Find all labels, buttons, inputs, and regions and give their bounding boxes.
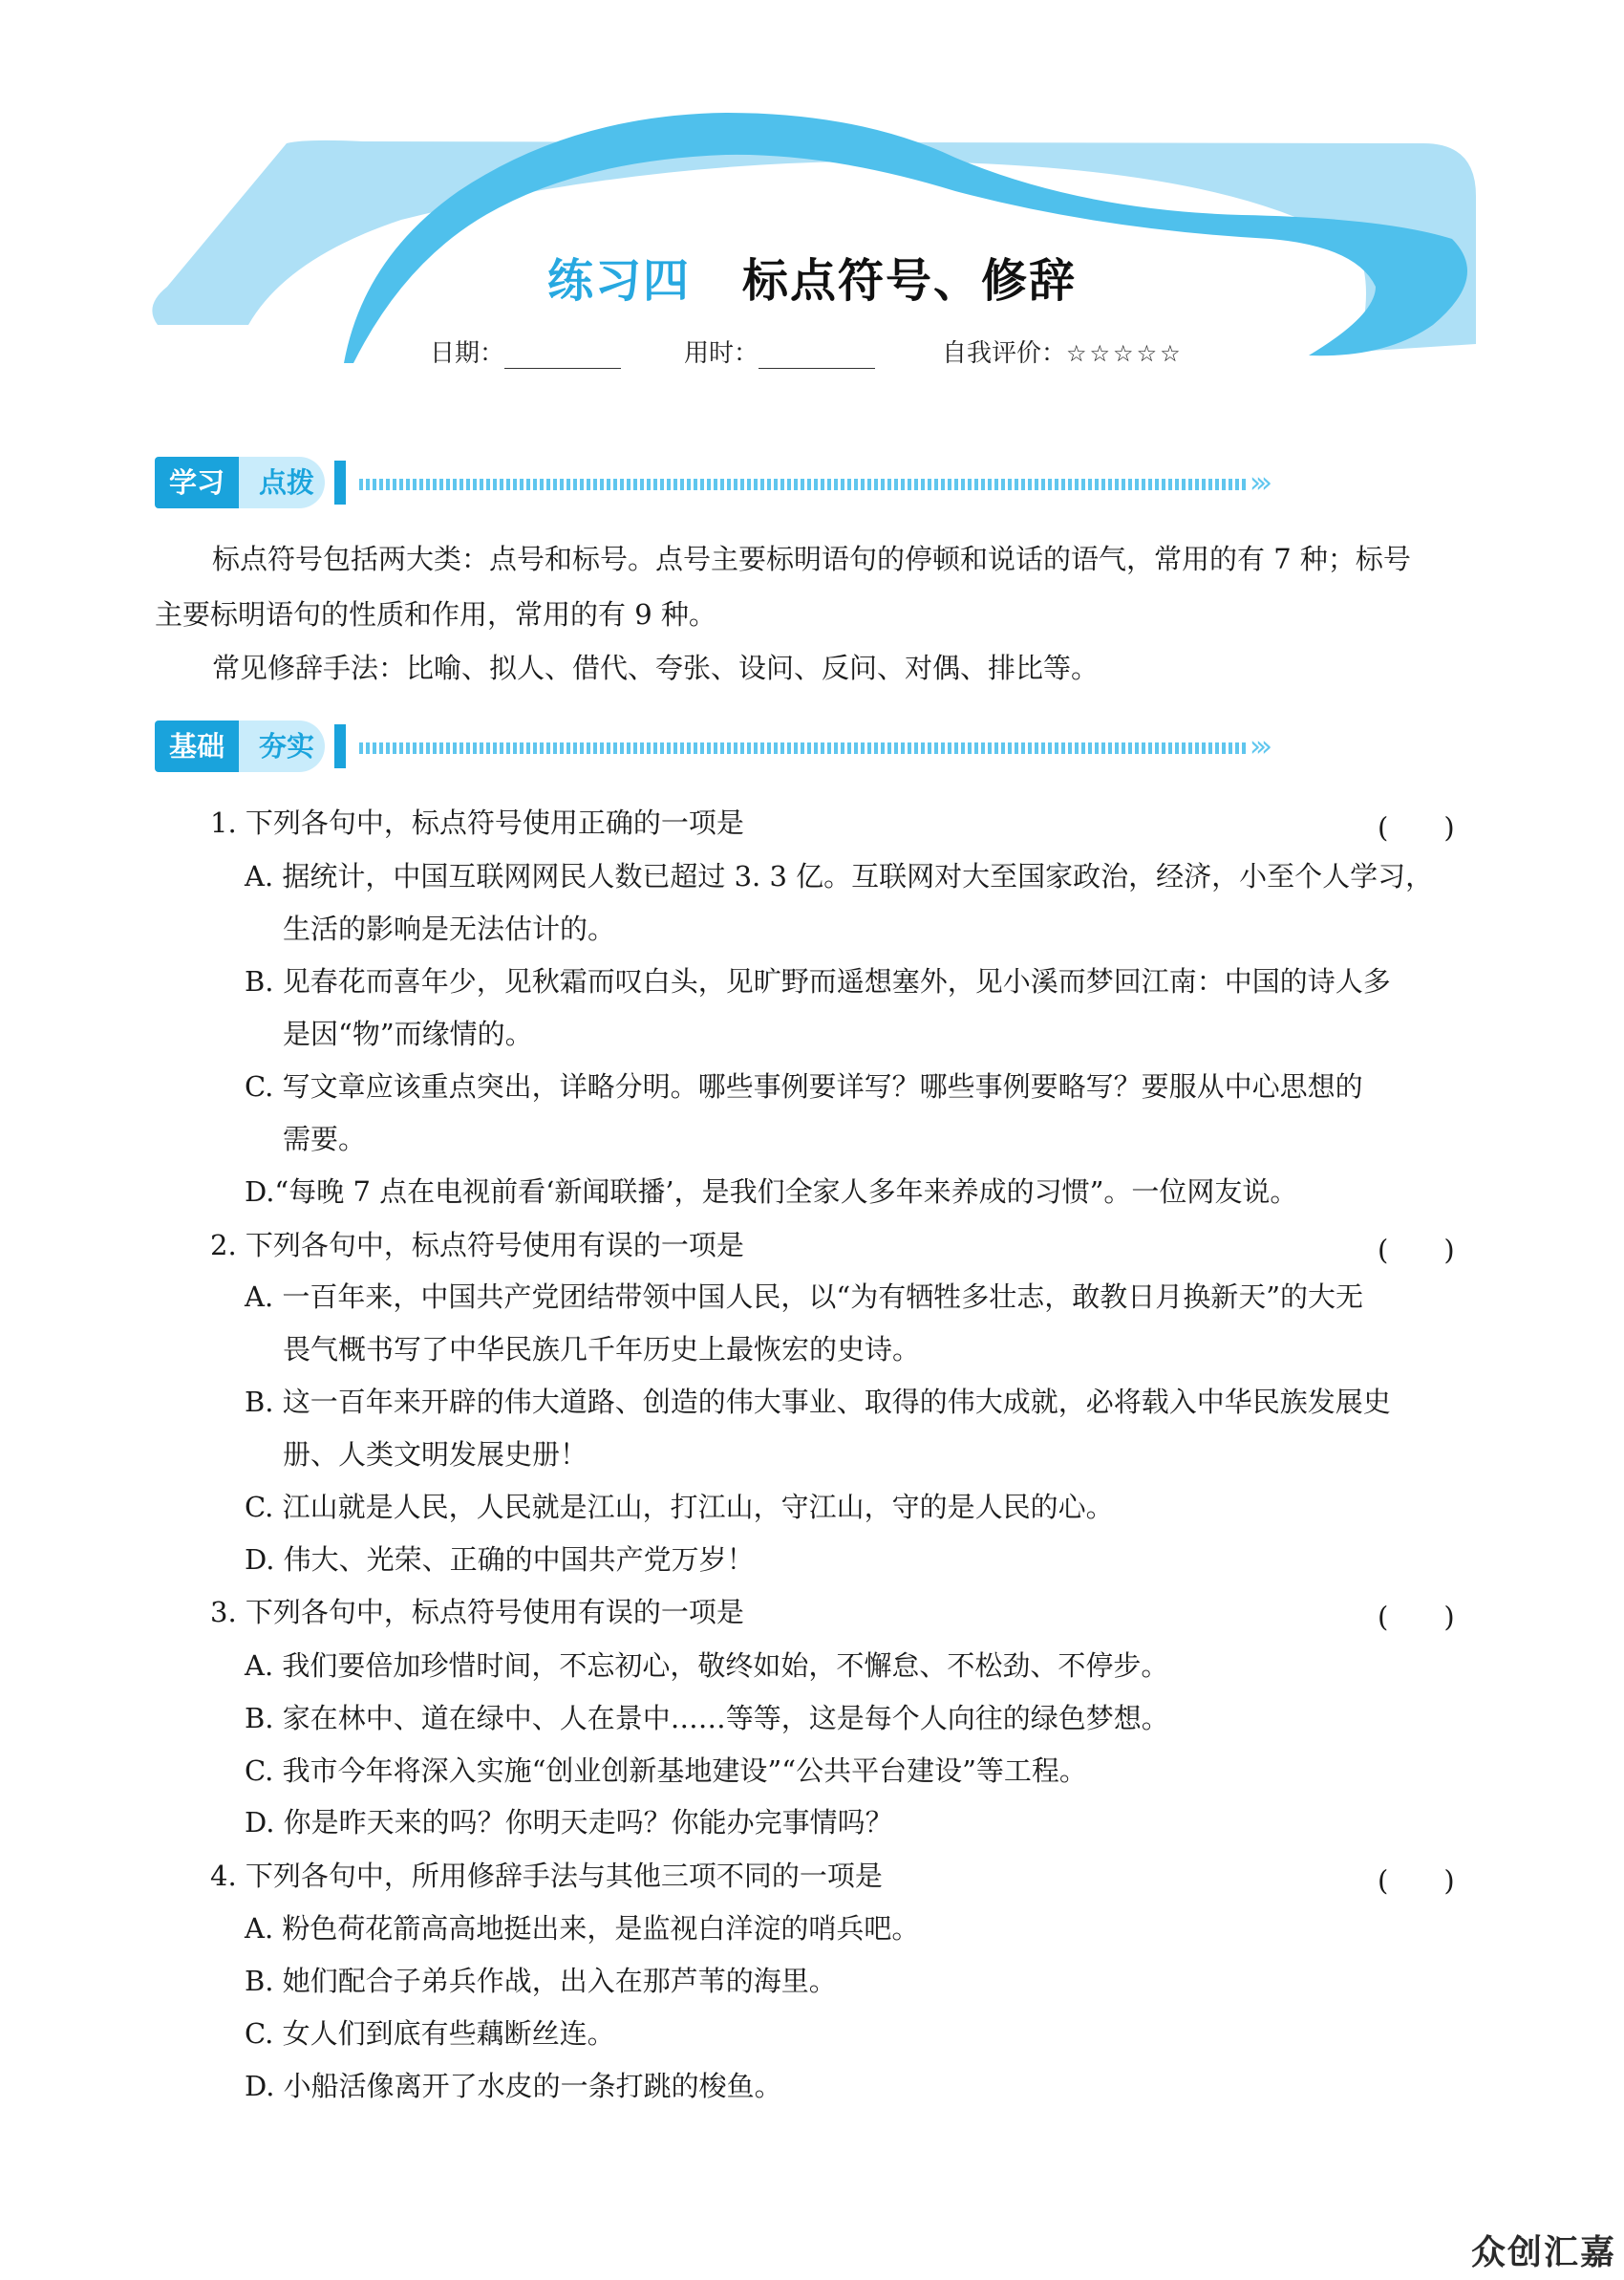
answer-blank[interactable]: ( ) [1378,1864,1455,1897]
answer-blank[interactable]: ( ) [1378,1601,1455,1633]
section-tag-secondary: 点拨 [231,457,325,508]
option-line: A. 一百年来，中国共产党团结带领中国人民，以“为有牺牲多壮志，敢教日月换新天”的大无 [245,1280,1364,1313]
rating-stars[interactable]: ☆☆☆☆☆ [1066,340,1184,367]
section-tag-secondary: 夯实 [231,721,325,772]
rating-label: 自我评价： [942,339,1067,368]
watermark: 众创汇嘉 [1470,2233,1616,2272]
section-tag-bar [334,461,346,505]
date-label: 日期： [430,339,505,368]
question-stem: 1. 下列各句中，标点符号使用正确的一项是 [210,807,744,839]
time-blank[interactable] [759,343,875,369]
section-tag-primary: 基础 [155,721,239,772]
page-title [0,244,1624,310]
date-blank[interactable] [504,343,621,369]
option-line: D. 小船活像离开了水皮的一条打跳的梭鱼。 [245,2070,782,2102]
option-line: D. 伟大、光荣、正确的中国共产党万岁！ [245,1543,755,1576]
option-line: A. 我们要倍加珍惜时间，不忘初心，敬终如始，不懈怠、不松劲、不停步。 [245,1649,1169,1682]
dotted-divider [359,742,1248,754]
header-banner [0,0,1624,382]
date-field[interactable] [430,333,621,369]
option-line: 是因“物”而缘情的。 [283,1018,533,1050]
section-header-basics [155,721,1292,774]
option-line: 生活的影响是无法估计的。 [283,913,616,945]
note-line: 标点符号包括两大类：点号和标号。点号主要标明语句的停顿和说话的语气，常用的有 7 种；标号 [212,543,1411,575]
note-line: 常见修辞手法：比喻、拟人、借代、夸张、设问、反问、对偶、排比等。 [212,652,1100,684]
option-line: A. 据统计，中国互联网网民人数已超过 3. 3 亿。互联网对大至国家政治，经济，小至个人学习， [245,860,1434,893]
note-line: 主要标明语句的性质和作用，常用的有 9 种。 [155,598,716,631]
option-line: B. 她们配合子弟兵作战，出入在那芦苇的海里。 [245,1965,837,1997]
option-line: C. 我市今年将深入实施“创业创新基地建设”“公共平台建设”等工程。 [245,1754,1087,1787]
meta-row [0,333,1624,372]
answer-blank[interactable]: ( ) [1378,1234,1455,1266]
dotted-divider [359,479,1248,490]
time-field[interactable] [684,333,875,369]
chevrons-right-icon: ››› [1250,466,1267,500]
exercise-number: 练习四 [546,254,691,308]
option-line: B. 家在林中、道在绿中、人在景中……等等，这是每个人向往的绿色梦想。 [245,1702,1169,1734]
time-label: 用时： [684,339,759,368]
option-line: B. 见春花而喜年少，见秋霜而叹白头，见旷野而遥想塞外，见小溪而梦回江南：中国的诗人多 [245,965,1391,998]
option-line: 需要。 [283,1123,367,1155]
answer-blank[interactable]: ( ) [1378,811,1455,844]
option-line: 册、人类文明发展史册！ [283,1438,588,1471]
option-line: C. 写文章应该重点突出，详略分明。哪些事例要详写？哪些事例要略写？要服从中心思想的 [245,1070,1363,1103]
section-header-study [155,457,1292,510]
chevrons-right-icon: ››› [1250,730,1267,764]
question-stem: 4. 下列各句中，所用修辞手法与其他三项不同的一项是 [210,1860,883,1892]
option-line: 畏气概书写了中华民族几千年历史上最恢宏的史诗。 [283,1333,921,1366]
section-tag-primary: 学习 [155,457,239,508]
question-stem: 3. 下列各句中，标点符号使用有误的一项是 [210,1596,744,1628]
option-line: D. 你是昨天来的吗？你明天走吗？你能办完事情吗？ [245,1806,893,1839]
option-line: D.“每晚 7 点在电视前看‘新闻联播’，是我们全家人多年来养成的习惯”。一位网友说。 [245,1175,1298,1208]
option-line: C. 江山就是人民，人民就是江山，打江山，守江山，守的是人民的心。 [245,1491,1114,1523]
option-line: B. 这一百年来开辟的伟大道路、创造的伟大事业、取得的伟大成就，必将载入中华民族发展史 [245,1386,1391,1418]
option-line: C. 女人们到底有些藕断丝连。 [245,2017,615,2050]
exercise-title: 标点符号、修辞 [742,254,1078,308]
section-tag-bar [334,724,346,768]
option-line: A. 粉色荷花箭高高地挺出来，是监视白洋淀的哨兵吧。 [245,1912,920,1945]
question-stem: 2. 下列各句中，标点符号使用有误的一项是 [210,1229,744,1261]
rating-field[interactable] [942,333,1184,369]
